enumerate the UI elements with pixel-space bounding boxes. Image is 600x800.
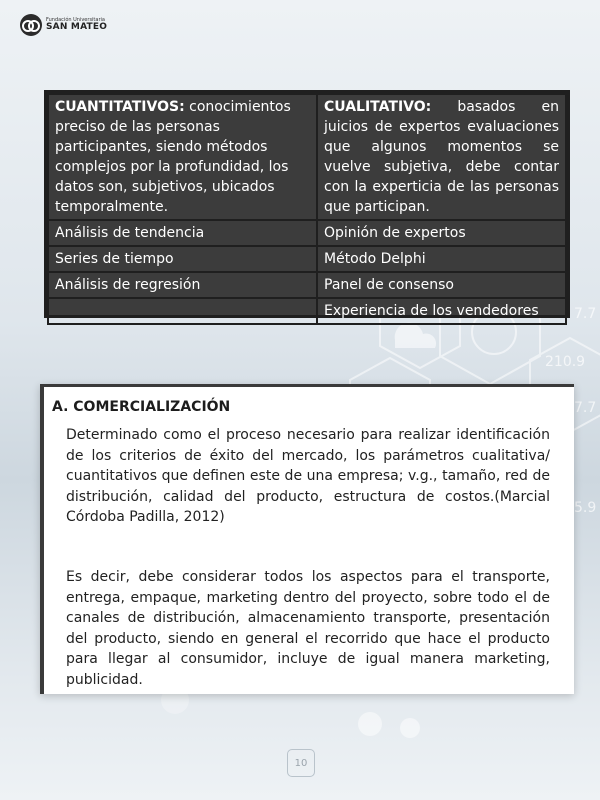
qualitative-header-cell <box>317 94 566 220</box>
bg-number: 5.9 <box>574 500 597 516</box>
table-header-row <box>48 94 566 220</box>
logo-icon <box>20 14 42 36</box>
methods-table-grid <box>47 93 567 325</box>
table-cell-left: Análisis de regresión <box>48 272 317 298</box>
table-cell-left: Series de tiempo <box>48 246 317 272</box>
section-paragraph-1: Determinado como el proceso necesario para realizar identificación de los criterios de éxito del mercado, los parámetros cualitativa/ cuantitativos que definen este de una empresa; v.g., tamaño, red de distribución, calidad del producto, estructura de costos.(Marcial Córdoba Padilla, 2012) <box>66 427 550 525</box>
methods-table <box>44 90 570 318</box>
page-number: 10 <box>287 749 315 777</box>
table-row <box>48 298 566 324</box>
table-cell-right: Panel de consenso <box>317 272 566 298</box>
bg-number: 7.7 <box>574 400 597 416</box>
logo-text <box>46 18 107 32</box>
quantitative-description: conocimientos preciso de las personas participantes, siendo métodos complejos por la profundidad, los datos son, subjetivos, ubicados temporalmente. <box>55 99 291 215</box>
quantitative-header-cell <box>48 94 317 220</box>
table-cell-right: Opinión de expertos <box>317 220 566 246</box>
qualitative-description: basados en juicios de expertos evaluaciones que algunos momentos se vuelve subjetiva, debe contar con la experticia de las personas que participan. <box>324 99 559 215</box>
university-logo <box>20 14 107 36</box>
section-title: A. COMERCIALIZACIÓN <box>52 399 231 415</box>
qualitative-label: CUALITATIVO: <box>324 99 432 115</box>
table-cell-left <box>48 298 317 324</box>
bg-number: 7.7 <box>574 306 597 322</box>
logo-subtitle: Fundación Universitaria <box>46 17 105 23</box>
commercialization-panel <box>40 384 574 694</box>
table-cell-right: Método Delphi <box>317 246 566 272</box>
logo-title: SAN MATEO <box>46 22 108 32</box>
section-paragraph-2: Es decir, debe considerar todos los aspectos para el transporte, entrega, empaque, marketing dentro del proyecto, sobre todo el de canales de distribución, almacenamiento transporte, presentación del producto, siendo en general el recorrido que hace el producto para llegar al consumidor, incluye de igual manera marketing, publicidad. <box>66 569 550 688</box>
table-row <box>48 246 566 272</box>
table-cell-right: Experiencia de los vendedores <box>317 298 566 324</box>
table-row <box>48 220 566 246</box>
quantitative-label: CUANTITATIVOS: <box>55 99 185 115</box>
table-cell-left: Análisis de tendencia <box>48 220 317 246</box>
bg-number: 210.9 <box>545 354 586 370</box>
table-row <box>48 272 566 298</box>
